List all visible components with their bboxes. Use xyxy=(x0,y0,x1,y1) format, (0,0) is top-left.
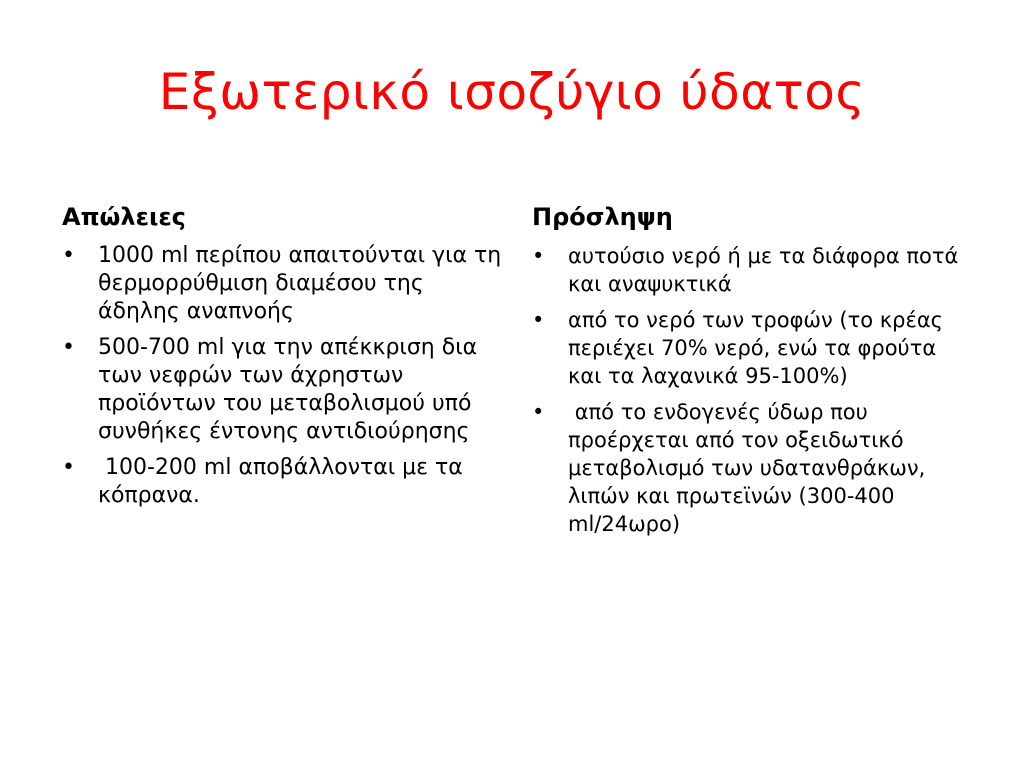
list-item-text: 500-700 ml για την απέκκριση δια των νεφρών των άχρηστων προϊόντων του μεταβολισμού υπό συνθήκες έντονης αντιδιούρησης xyxy=(98,335,478,444)
losses-list xyxy=(62,242,502,510)
bullet-icon: • xyxy=(62,335,75,360)
bullet-icon: • xyxy=(532,400,545,424)
list-item-text: 1000 ml περίπου απαιτούνται για τη θερμορρύθμιση διαμέσου της άδηλης αναπνοής xyxy=(98,243,502,324)
list-item xyxy=(62,454,502,510)
intake-column xyxy=(532,200,972,546)
list-item-text: από το ενδογενές ύδωρ που προέρχεται από τον οξειδωτικό μεταβολισμό των υδατανθράκων, λιπών και πρωτεϊνών (300-400 ml/24ωρο) xyxy=(568,400,932,536)
list-item xyxy=(62,242,502,326)
slide-title: Εξωτερικό ισοζύγιο ύδατος xyxy=(158,63,866,121)
losses-column xyxy=(62,200,502,518)
list-item-text: αυτούσιο νερό ή με τα διάφορα ποτά και αναψυκτικά xyxy=(568,244,959,296)
losses-heading: Απώλειες xyxy=(62,203,186,231)
list-item xyxy=(532,398,972,538)
intake-heading: Πρόσληψη xyxy=(532,203,673,231)
bullet-icon: • xyxy=(62,243,75,268)
bullet-icon: • xyxy=(62,455,75,480)
list-item-text: από το νερό των τροφών (το κρέας περιέχει 70% νερό, ενώ τα φρούτα και τα λαχανικά 95-100%) xyxy=(568,308,943,388)
bullet-icon: • xyxy=(532,244,545,268)
list-item-text: 100-200 ml αποβάλλονται με τα κόπρανα. xyxy=(98,455,470,508)
list-item xyxy=(532,306,972,390)
list-item xyxy=(62,334,502,446)
intake-list xyxy=(532,242,972,538)
list-item xyxy=(532,242,972,298)
bullet-icon: • xyxy=(532,308,545,332)
